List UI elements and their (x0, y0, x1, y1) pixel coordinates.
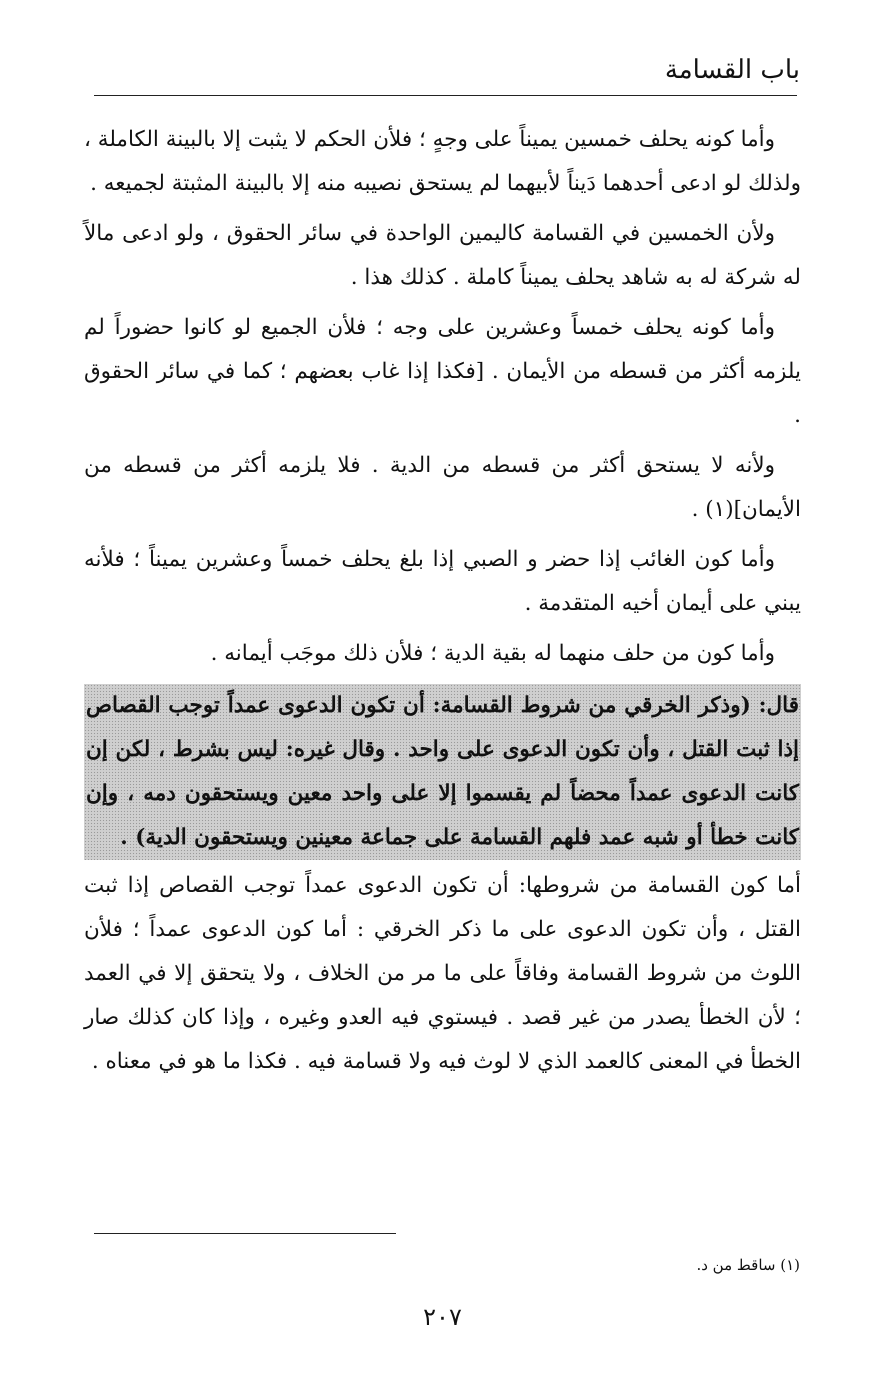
header-rule (94, 95, 797, 96)
commentary-section (84, 864, 801, 1084)
paragraph: وأما كونه يحلف خمسين يميناً على وجهٍ ؛ فلأن الحكم لا يثبت إلا بالبينة الكاملة ، ولذلك لو ادعى أحدهما دَيناً لأبيهما لم يستحق نصيبه منه إلا بالبينة المثبتة لجميعه . (84, 127, 801, 196)
quote-text: قال: (وذكر الخرقي من شروط القسامة: أن تكون الدعوى عمداً توجب القصاص إذا ثبت القتل ، وأن تكون الدعوى على واحد . وقال غيره: ليس بشرط ، لكن إن كانت الدعوى عمداً محضاً لم يقسموا إلا على واحد معين ويستحقون دمه ، وإن كانت خطأ أو شبه عمد فلهم القسامة على جماعة معينين ويستحقون الدية) . (86, 693, 799, 850)
paragraph: ولأن الخمسين في القسامة كاليمين الواحدة في سائر الحقوق ، ولو ادعى مالاً له شركة له به شاهد يحلف يميناً كاملة . كذلك هذا . (84, 221, 801, 290)
page-number: ٢٠٧ (423, 1303, 462, 1331)
shaded-matn-quote (84, 684, 801, 860)
paragraph: ولأنه لا يستحق أكثر من قسطه من الدية . فلا يلزمه أكثر من قسطه من الأيمان](١) . (84, 453, 801, 522)
paragraph: أما كون القسامة من شروطها: أن تكون الدعوى عمداً توجب القصاص إذا ثبت القتل ، وأن تكون الدعوى على ما ذكر الخرقي : أما كون الدعوى عمداً ؛ فلأن اللوث من شروط القسامة وفاقاً على ما مر من الخلاف ، ولا يتحقق إلا في العمد ؛ لأن الخطأ يصدر من غير قصد . فيستوي فيه العدو وغيره ، وإذا كان كذلك صار الخطأ في المعنى كالعمد الذي لا لوث فيه ولا قسامة فيه . فكذا ما هو في معناه . (84, 873, 801, 1074)
paragraph: وأما كون الغائب إذا حضر و الصبي إذا بلغ يحلف خمساً وعشرين يميناً ؛ فلأنه يبني على أيمان أخيه المتقدمة . (84, 547, 801, 616)
main-text (84, 118, 801, 1090)
paragraph: وأما كون من حلف منهما له بقية الدية ؛ فلأن ذلك موجَب أيمانه . (210, 641, 775, 666)
footnote-rule (94, 1233, 396, 1234)
footnote: (١) ساقط من د. (696, 1256, 800, 1274)
paragraph: وأما كونه يحلف خمساً وعشرين على وجه ؛ فلأن الجميع لو كانوا حضوراً لم يلزمه أكثر من قسطه من الأيمان . [فكذا إذا غاب بعضهم ؛ كما في سائر الحقوق . (84, 315, 801, 428)
running-header-title: باب القسامة (664, 55, 800, 85)
